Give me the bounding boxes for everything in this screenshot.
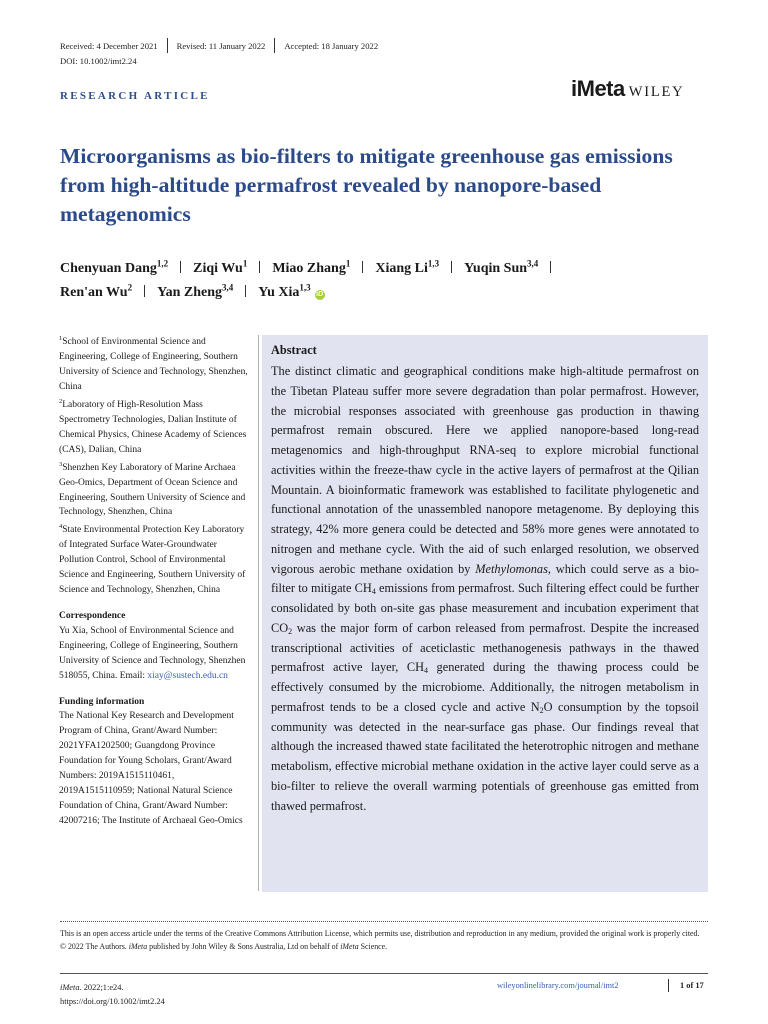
author-separator (180, 261, 181, 273)
doi-link[interactable]: https://doi.org/10.1002/imt2.24 (60, 997, 165, 1006)
abstract-heading: Abstract (271, 343, 317, 357)
journal-url-link[interactable]: wileyonlinelibrary.com/journal/imt2 (497, 981, 619, 990)
email-link[interactable]: xiay@sustech.edu.cn (147, 670, 228, 681)
author-separator (550, 261, 551, 273)
received-date: Received: 4 December 2021 (60, 40, 158, 51)
revised-date: Revised: 11 January 2022 (176, 40, 266, 51)
affiliation: $^1$School of Environmental Science and Engineering, College of Engineering, Southern University of Science and Technology, Shenzhen, China (59, 335, 248, 392)
author: Ziqi Wu$^1$ (193, 258, 248, 276)
journal-logo (571, 76, 684, 102)
date-separator (274, 38, 275, 53)
footer-dotted-rule (60, 921, 708, 922)
article-title: Microorganisms as bio-filters to mitigate greenhouse gas emissions from high-altitude permafrost revealed by nanopore-based metagenomics (60, 144, 673, 226)
wiley-logo: WILEY (628, 84, 685, 100)
page-number: 1 of 17 (680, 981, 704, 990)
author-list (60, 257, 710, 305)
funding-heading: Funding information (59, 696, 145, 707)
author: Miao Zhang$^1$ (272, 258, 351, 276)
author-separator (259, 261, 260, 273)
author[interactable]: Yu Xia$^{1,3}$iD (258, 282, 324, 300)
affiliation: $^3$Shenzhen Key Laboratory of Marine Archaea Geo-Omics, Department of Ocean Science and Engineering, Southern University of Science and Technology, Shenzhen, China (59, 460, 246, 518)
affiliation: $^4$State Environmental Protection Key Laboratory of Integrated Surface Water-Groundwater Pollution Control, School of Environmental Science and Engineering, Southern University of Science and Technology, Shenzhen, China (59, 523, 246, 596)
author-separator (451, 261, 452, 273)
abstract-box (262, 335, 708, 892)
column-divider (258, 335, 259, 891)
author: Ren'an Wu$^2$ (60, 282, 133, 300)
footer-separator (668, 979, 669, 992)
affiliations-sidebar (59, 332, 249, 829)
imeta-logo: iMeta (571, 76, 625, 101)
footer-rule (60, 973, 708, 974)
affiliation: $^2$Laboratory of High-Resolution Mass Spectrometry Technologies, Dalian Institute of Chemical Physics, Chinese Academy of Sciences (CAS), Dalian, China (59, 397, 247, 455)
date-separator (167, 38, 168, 53)
correspondence-heading: Correspondence (59, 611, 126, 622)
accepted-date: Accepted: 18 January 2022 (284, 40, 379, 51)
author: Yan Zheng$^{3,4}$ (157, 282, 234, 300)
article-dates (60, 38, 378, 53)
author: Chenyuan Dang$^{1,2}$ (60, 258, 169, 276)
funding-text: The National Key Research and Development Program of China, Grant/Award Number: 2021YFA1202500; Guangdong Province Foundation for Young Scholars, Grant/Award Numbers: 2019A1515110461, 2019A1515110959; National Natural Science Foundation of China, Grant/Award Number: 42007216; The Institute of Archaeal Geo-Omics (59, 711, 243, 826)
author: Xiang Li$^{1,3}$ (375, 258, 440, 276)
author-separator (144, 285, 145, 297)
correspondence-text: Yu Xia, School of Environmental Science and Engineering, College of Engineering, Southern University of Science and Technology, Shenzhen 518055, China. Email: xiay@sustech.edu.cn (59, 625, 246, 681)
license-notice: This is an open access article under the terms of the Creative Commons Attribution License, which permits use, distribution and reproduction in any medium, provided the original work is properly cited. © 2022 The Authors. iMeta published by John Wiley & Sons Australia, Ltd on behalf of iMeta Science. (60, 929, 700, 951)
citation-info: iMeta. 2022;1:e24. https://doi.org/10.1002/imt2.24 (60, 981, 165, 1009)
orcid-icon[interactable]: iD (316, 291, 324, 298)
author-separator (245, 285, 246, 297)
doi-header: DOI: 10.1002/imt2.24 (60, 56, 137, 66)
author: Yuqin Sun$^{3,4}$ (464, 258, 539, 276)
article-type-label: RESEARCH ARTICLE (60, 90, 210, 102)
author-separator (362, 261, 363, 273)
abstract-text: The distinct climatic and geographical conditions make high-altitude permafrost on the Tibetan Plateau suffer more severe degradation than polar permafrost. However, the microbial responses associated with greenhouse gas production in thawing permafrost remain obscured. Here we applied nanopore-based long-read metagenomics and high-throughput RNA-seq to explore microbial functional activities within the freeze-thaw cycle in the active layers of permafrost at the Qilian Mountain. A bioinformatic framework was established to facilitate phylogenetic and functional annotation of the unassembled nanopore metagenome. By deploying this strategy, 42% more genera could be detected and 58% more genes were annotated to nitrogen and methane cycle. With the aid of such enlarged resolution, we observed vigorous aerobic methane oxidation by Methylomonas, which could serve as a bio-filter to mitigate $CH_4$ emissions from permafrost. Such filtering effect could be further consolidated by both on-site gas phase measurement and incubation experiment that $CO_2$ was the major form of carbon released from permafrost. Despite the increased transcriptional activities of aceticlastic methanogenesis pathways in the thawed permafrost active layer, $CH_4$ generated during the thawing process could be effectively consumed by the microbiome. Additionally, the nitrogen metabolism in permafrost tends to be a closed cycle and active $N_2O$ consumption by the topsoil community was detected in the near-surface gas phase. Our findings reveal that although the increased thawed state facilitated the heterotrophic nitrogen and methane metabolism, effective microbial methane oxidation in the active layer could serve as a bio-filter to relieve the overall warming potentials of greenhouse gas emitted from thawed permafrost. (271, 364, 699, 813)
